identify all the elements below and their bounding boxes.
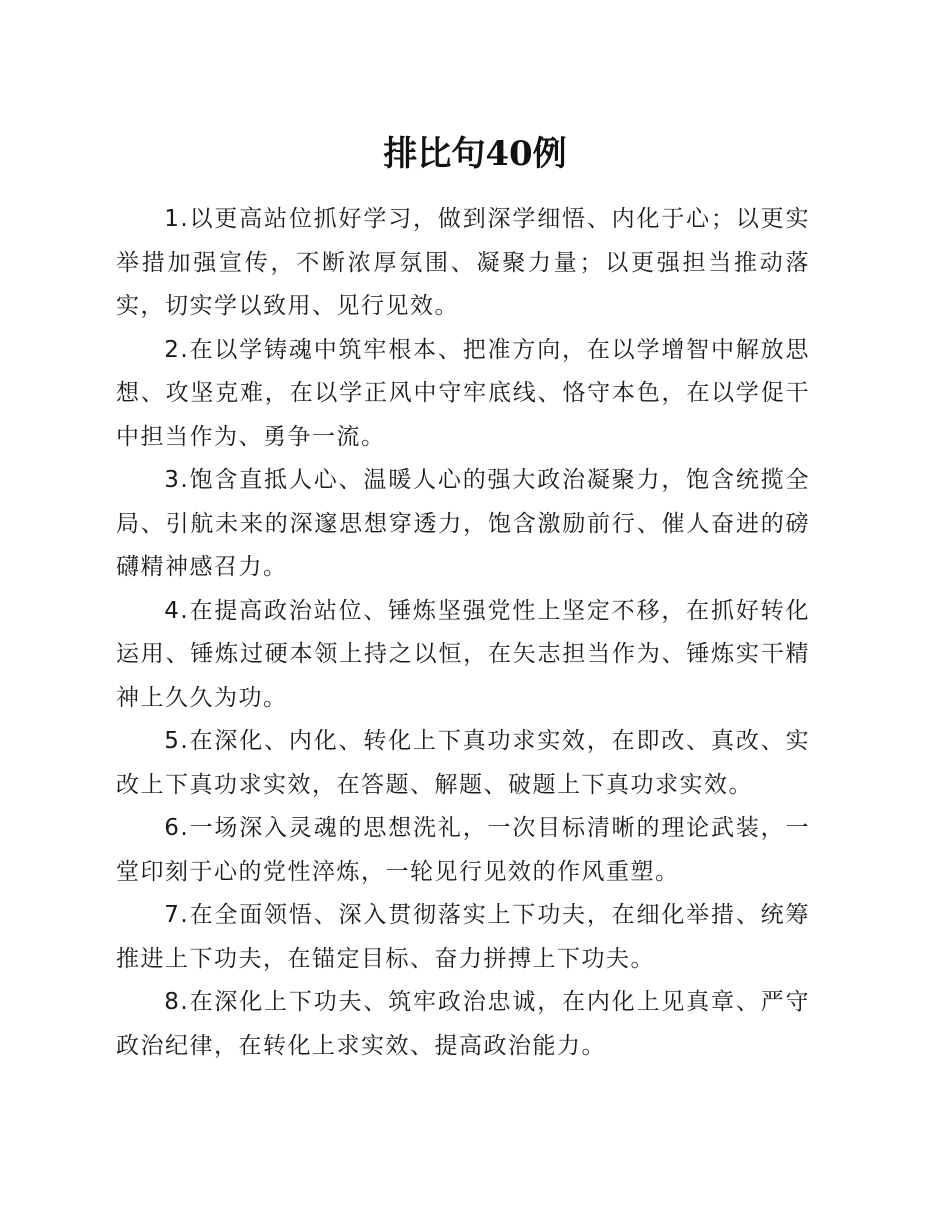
paragraph-8: 8.在深化上下功夫、筑牢政治忠诚，在内化上见真章、严守政治纪律，在转化上求实效、提高政治能力。 — [116, 989, 810, 1059]
paragraph-7: 7.在全面领悟、深入贯彻落实上下功夫，在细化举措、统筹推进上下功夫，在锚定目标、奋力拼搏上下功夫。 — [116, 902, 810, 972]
paragraph-5: 5.在深化、内化、转化上下真功求实效，在即改、真改、实改上下真功求实效，在答题、解题、破题上下真功求实效。 — [116, 728, 810, 798]
paragraph-2: 2.在以学铸魂中筑牢根本、把准方向，在以学增智中解放思想、攻坚克难，在以学正风中守牢底线、恪守本色，在以学促干中担当作为、勇争一流。 — [116, 336, 810, 450]
paragraph-4: 4.在提高政治站位、锤炼坚强党性上坚定不移，在抓好转化运用、锤炼过硬本领上持之以恒，在矢志担当作为、锤炼实干精神上久久为功。 — [116, 597, 810, 711]
paragraph-1: 1.以更高站位抓好学习，做到深学细悟、内化于心；以更实举措加强宣传，不断浓厚氛围、凝聚力量；以更强担当推动落实，切实学以致用、见行见效。 — [116, 206, 810, 319]
document-body — [116, 198, 810, 1068]
document-title: 排比句40例 — [383, 134, 567, 174]
paragraph-3: 3.饱含直抵人心、温暖人心的强大政治凝聚力，饱含统揽全局、引航未来的深邃思想穿透力，饱含激励前行、催人奋进的磅礴精神感召力。 — [116, 467, 810, 580]
paragraph-6: 6.一场深入灵魂的思想洗礼，一次目标清晰的理论武装，一堂印刻于心的党性淬炼，一轮见行见效的作风重塑。 — [116, 815, 810, 885]
